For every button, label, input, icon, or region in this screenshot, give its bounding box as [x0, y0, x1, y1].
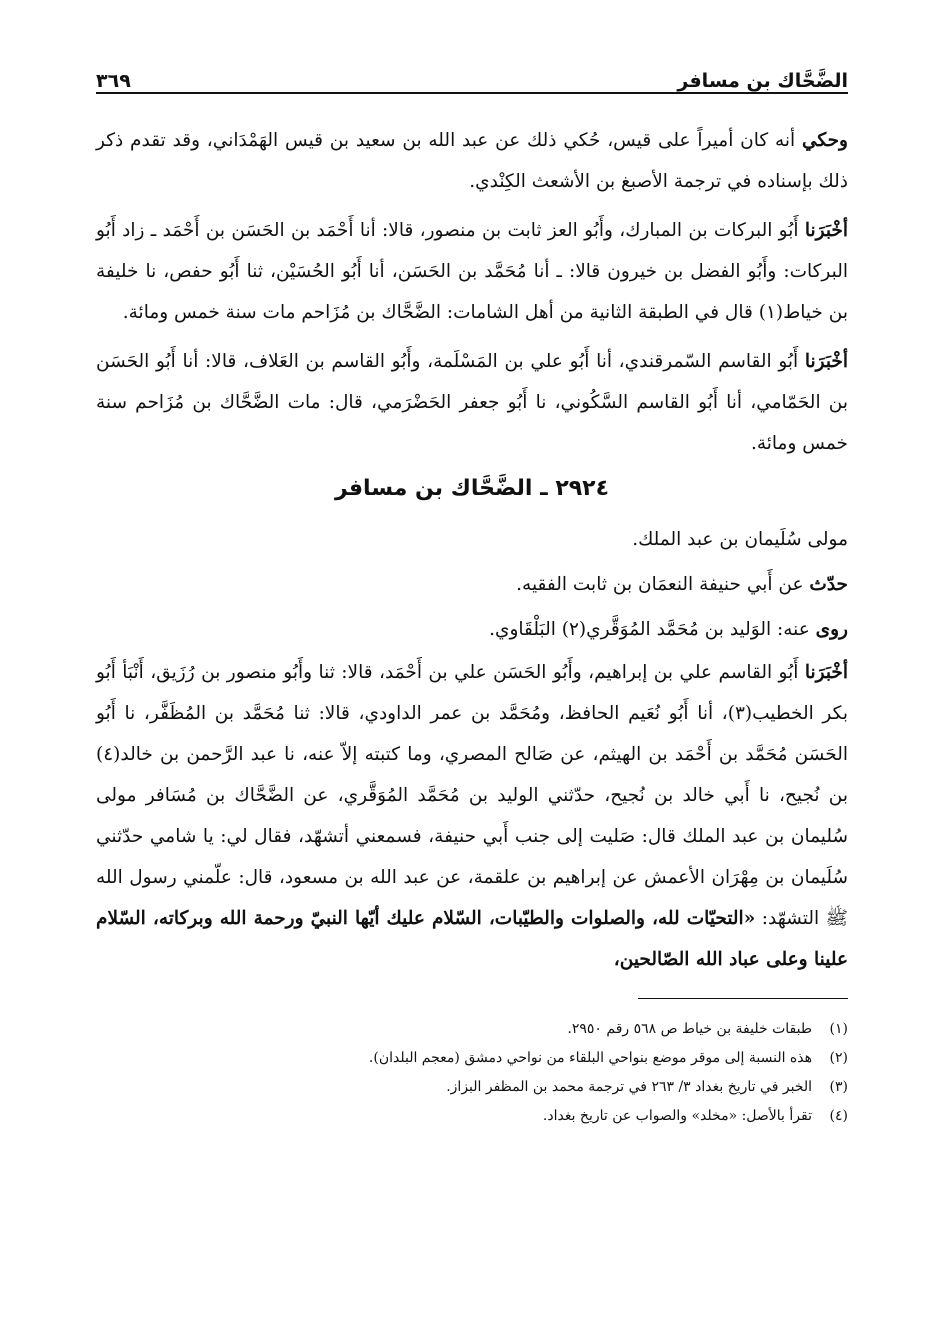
paragraph-lead-word: أخْبَرَنا	[804, 220, 848, 241]
footnote-text: طبقات خليفة بن خياط ص ٥٦٨ رقم ٢٩٥٠.	[567, 1021, 812, 1037]
page-number: ٣٦٩	[96, 70, 131, 92]
running-title: الضَّحَّاك بن مسافر	[677, 70, 848, 92]
footnote	[96, 1044, 848, 1073]
entry-line	[96, 562, 848, 607]
footnotes	[96, 1015, 848, 1131]
entry-line	[96, 607, 848, 652]
paragraph	[96, 341, 848, 464]
entry-line-text: عن أَبي حنيفة النعمَان بن ثابت الفقيه.	[516, 574, 810, 595]
footnote-text: تقرأ بالأصل: «مخلد» والصواب عن تاريخ بغداد.	[542, 1108, 812, 1124]
footnote-number: (٢)	[829, 1050, 848, 1066]
entry-title: ٢٩٢٤ ـ الضَّحَّاك بن مسافر	[334, 476, 610, 501]
footnote-divider	[638, 998, 848, 999]
paragraph-text: أنه كان أميراً على قيس، حُكي ذلك عن عبد الله بن سعيد بن قيس الهَمْدَاني، وقد تقدم ذكر ذلك بإسناده في ترجمة الأصبغ بن الأشعث الكِنْدي.	[96, 130, 848, 192]
footnote	[96, 1015, 848, 1044]
book-page	[96, 56, 848, 1131]
footnote-number: (٣)	[829, 1079, 848, 1095]
entry-line	[96, 517, 848, 562]
footnote-number: (١)	[829, 1021, 848, 1037]
paragraph-text: أَبُو القاسم علي بن إبراهيم، وأَبُو الحَسَن علي بن أَحْمَد، قالا: ثنا وأَبُو منصور بن رُزَيق، أَنْبَأ أَبُو بكر الخطيب(٣)، أنا أَبُو نُعَيم الحافظ، ومُحَمَّد بن عمر الداودي، قالا: ثنا مُحَمَّد بن المُظَفَّر، نا أَبُو الحَسَن مُحَمَّد بن أَحْمَد بن الهيثم، عن صَالح المصري، وما كتبته إلاّ عنه، نا عبد الرَّحمن بن خالد(٤) بن نُجيح، نا أَبي خالد بن نُجيح، حدّثني الوليد بن مُحَمَّد المُوَقَّري، عن الضَّحَّاك بن مُسَافر مولى سُليمان بن عبد الملك قال: صَليت إلى جنب أَبي حنيفة، فسمعني أتشهّد، فقال لي: يا شامي حدّثني سُلَيمان بن مِهْرَان الأعمش عن إبراهيم بن علقمة، عن عبد الله بن مسعود، قال: علّمني رسول الله ﷺ التشهّد:	[96, 662, 848, 929]
paragraph	[96, 120, 848, 202]
page-body	[96, 120, 848, 980]
hadith-paragraph	[96, 652, 848, 980]
hadith-quote: «التحيّات لله، والصلوات والطيّبات، السّلام عليك أيّها النبيّ ورحمة الله وبركاته، السّلام علينا وعلى عباد الله الصّالحين،	[96, 908, 848, 970]
footnote-text: هذه النسبة إلى موقر موضع بنواحي البلقاء من نواحي دمشق (معجم البلدان).	[368, 1050, 812, 1066]
page-header	[96, 56, 848, 94]
paragraph	[96, 210, 848, 333]
entry-line-text: عنه: الوَليد بن مُحَمَّد المُوَقَّري(٢) البَلْقَاوي.	[489, 619, 816, 640]
entry-line-text: مولى سُلَيمان بن عبد الملك.	[632, 529, 848, 550]
paragraph-lead-word: أخْبَرَنا	[804, 351, 848, 372]
entry-line-lead: روى	[815, 619, 848, 640]
paragraph-lead-word: وحكي	[801, 130, 848, 151]
footnote-number: (٤)	[829, 1108, 848, 1124]
footnote	[96, 1102, 848, 1131]
footnote	[96, 1073, 848, 1102]
paragraph-text: أَبُو القاسم السّمرقندي، أنا أَبُو علي بن المَسْلَمة، وأَبُو القاسم بن العَلاف، قالا: أنا أَبُو الحَسَن بن الحَمّامي، أنا أَبُو القاسم السَّكُوني، نا أَبُو جعفر الحَضْرَمي، قال: مات الضَّحَّاك بن مُزَاحم سنة خمس ومائة.	[96, 351, 848, 454]
paragraph-lead-word: أخْبَرَنا	[804, 662, 848, 683]
footnote-text: الخبر في تاريخ بغداد ٣/ ٢٦٣ في ترجمة محمد بن المظفر البزاز.	[446, 1079, 812, 1095]
paragraph-text: أَبُو البركات بن المبارك، وأَبُو العز ثابت بن منصور، قالا: أنا أَحْمَد بن الحَسَن بن أَحْمَد ـ زاد أَبُو البركات: وأَبُو الفضل بن خيرون قالا: ـ أنا مُحَمَّد بن الحَسَن، أنا أَبُو الحُسَيْن، ثنا أَبُو حفص، نا خليفة بن خياط(١) قال في الطبقة الثانية من أهل الشامات: الضَّحَّاك بن مُزَاحم مات سنة خمس ومائة.	[96, 220, 848, 323]
entry-line-lead: حدّث	[809, 574, 848, 595]
